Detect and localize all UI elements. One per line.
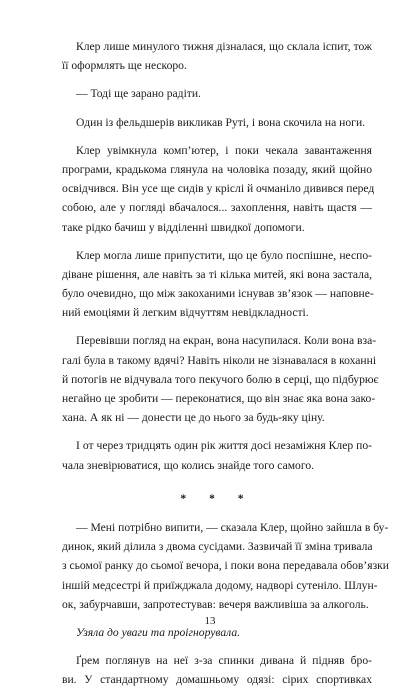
text-line: Перевівши погляд на екран, вона насупилася. Коли вона вза-: [76, 334, 377, 348]
text-line: було очевидно, що між закоханими існував зв’язок — наповне-: [62, 287, 374, 301]
text-line: Ґрем поглянув на неї з-за спинки дивана й підняв бро-: [76, 654, 372, 668]
section-separator: * * *: [180, 491, 254, 505]
text-line: хана. А як ні — донести це до нього за будь-яку ціну.: [62, 411, 325, 425]
text-line: чала зневірюватися, що колись знайде того самого.: [62, 458, 315, 472]
text-line: Клер могла лише припустити, що це було поспішне, неспо-: [76, 248, 372, 262]
paragraph: [62, 84, 372, 103]
paragraph: [62, 651, 372, 689]
text-line: динок, який ділила з двома сусідами. Зазвичай її зміна тривала: [62, 540, 373, 554]
paragraph: [62, 331, 379, 427]
paragraph: [62, 246, 372, 323]
paragraph: [62, 518, 389, 614]
text-line: програми, крадькома глянула на чоловіка позаду, який щойно: [62, 162, 372, 176]
text-line: іншій медсестрі й приїжджала додому, надворі сутеніло. Шлун-: [62, 578, 378, 592]
text-line: — Мені потрібно випити, — сказала Клер, щойно зайшла в бу-: [76, 520, 389, 534]
page-number: 13: [204, 615, 216, 627]
text-line: ний емоціями й легким відчуттям невідкладності.: [62, 306, 309, 320]
paragraph: [62, 436, 372, 474]
text-line: Клер лише минулого тижня дізналася, що склала іспит, тож: [76, 40, 372, 53]
text-line: Узяла до уваги та проігнорувала.: [76, 625, 241, 639]
paragraph: [62, 141, 375, 237]
text-line: її оформлять ще нескоро.: [62, 59, 187, 73]
paragraph: [62, 37, 372, 75]
text-line: собою, але у погляді вбачалося... захоплення, навіть щастя —: [62, 201, 372, 215]
text-line: освідчився. Він усе ще сидів у кріслі й очманіло дивився перед: [62, 182, 375, 196]
text-line: діване рішення, але навіть за ті кілька митей, які вона застала,: [62, 267, 372, 281]
text-line: — Тоді ще зарано радіти.: [76, 87, 201, 101]
text-line: Клер увімкнула комп’ютер, і поки чекала завантаження: [76, 143, 372, 157]
text-line: Один із фельдшерів викликав Руті, і вона скочила на ноги.: [76, 115, 366, 129]
text-line: ок, забурчавши, запротестував: вечеря важливіша за алкоголь.: [62, 597, 369, 611]
paragraph: [62, 113, 372, 132]
text-line: негайно це зробити — переконатися, що він знає яка вона зако-: [62, 392, 376, 405]
text-line: І от через тридцять один рік життя досі незаміжня Клер по-: [76, 439, 372, 453]
text-line: з сьомої ранку до сьомої вечора, і поки вона передавала обов’язки: [62, 559, 389, 573]
text-line: галі була в такому вдячі? Навіть ніколи не зізнавалася в коханні: [62, 353, 377, 367]
text-line: таке рідко бачиш у відділенні швидкої допомоги.: [62, 220, 305, 234]
text-line: ви. У стандартному домашньому одязі: сірих спортивках: [62, 673, 372, 687]
text-line: й потогів не відчувала того пекучого болю в серці, що підбурює: [62, 372, 379, 386]
page-body-text: [62, 37, 389, 689]
